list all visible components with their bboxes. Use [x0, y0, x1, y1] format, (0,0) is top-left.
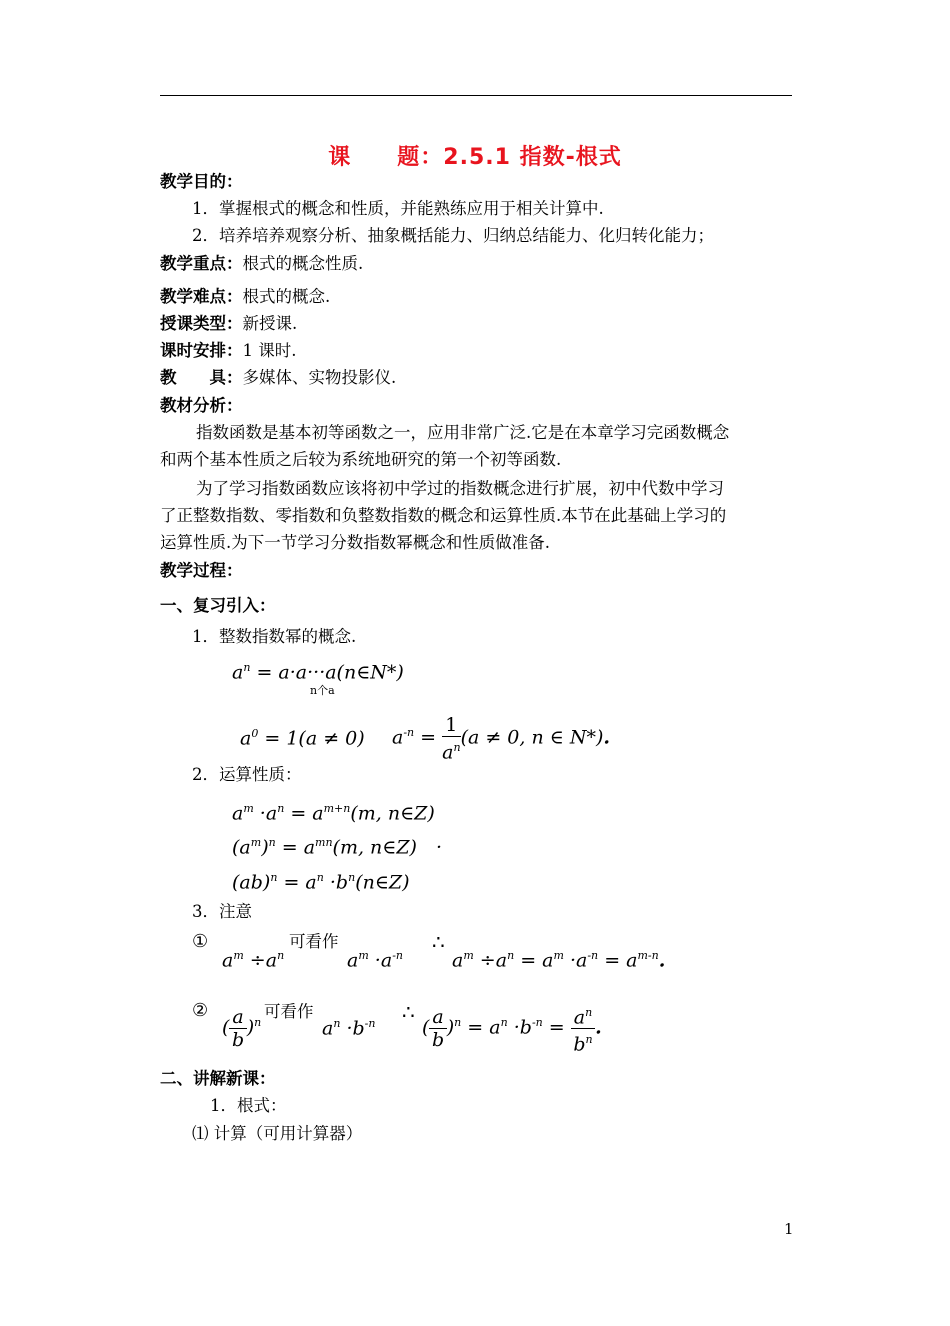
section1-item3: 3．注意 — [192, 902, 252, 921]
section2-sub1: ⑴ 计算（可用计算器） — [192, 1124, 363, 1143]
objective-item-1: 1．掌握根式的概念和性质，并能熟练应用于相关计算中. — [192, 199, 604, 218]
process-label: 教学过程： — [160, 561, 243, 580]
note1-marker: ① — [192, 931, 209, 952]
difficulty: 教学难点：根式的概念. — [160, 287, 331, 306]
section1-item2: 2．运算性质： — [192, 765, 302, 784]
formula-negative-exponent: $a^{-n}$ = $\frac{1}{a^n}$ (a ≠ 0, n ∈ N*). — [392, 713, 611, 763]
page-title: 课 题：2.5.1 指数-根式 — [328, 145, 622, 170]
header-rule — [160, 95, 792, 96]
analysis-line-2: 和两个基本性质之后较为系统地研究的第一个初等函数. — [160, 450, 562, 469]
formula-product-power-rule: $(ab)^n = a^n$ $\cdot b^n(n\in Z)$ — [232, 871, 410, 894]
note2-equivalent: $a^n \cdot b^{-n}$ — [322, 1017, 376, 1040]
analysis-line-5: 运算性质.为下一节学习分数指数幂概念和性质做准备. — [160, 533, 550, 552]
objectives-label: 教学目的： — [160, 172, 243, 191]
note1-expr: $a^m \div a^n$ — [222, 949, 285, 972]
formula-power-definition: $a^n$ = a·a···a(n∈N*) — [232, 661, 404, 684]
key-point: 教学重点：根式的概念性质. — [160, 254, 364, 273]
note1-equivalent: $a^m \cdot a^{-n}$ — [347, 949, 403, 972]
section2-heading: 二、讲解新课： — [160, 1069, 276, 1088]
analysis-line-1: 指数函数是基本初等函数之一，应用非常广泛.它是在本章学习完函数概念 — [196, 423, 730, 442]
note1-can-be-seen-as: 可看作 — [289, 932, 339, 951]
section1-item1: 1．整数指数幂的概念. — [192, 627, 357, 646]
formula-power-rule: $(a^m)^n = a^{mn}(m$, n∈Z) · — [232, 836, 443, 859]
note1-therefore: ∴ — [432, 930, 445, 954]
note2-marker: ② — [192, 1000, 209, 1021]
analysis-line-3: 为了学习指数函数应该将初中学过的指数概念进行扩展，初中代数中学习 — [196, 479, 724, 498]
note2-expr: ( $\frac{a}{b}$ )$^n$ — [222, 1005, 262, 1051]
hours: 课时安排：1 课时. — [160, 341, 297, 360]
tools: 教 具：多媒体、实物投影仪. — [160, 368, 397, 387]
formula-zero-exponent: $a^0 = 1(a \ne 0)$ — [240, 727, 365, 750]
lesson-type: 授课类型：新授课. — [160, 314, 298, 333]
page-number: 1 — [784, 1220, 794, 1238]
brace-label: n个a — [310, 684, 335, 697]
section1-heading: 一、复习引入： — [160, 596, 276, 615]
analysis-line-4: 了正整数指数、零指数和负整数指数的概念和运算性质.本节在此基础上学习的 — [160, 506, 727, 525]
note2-therefore: ∴ — [402, 1000, 415, 1024]
note1-result: $a^m \div a^n = a^m \cdot a^{-n} = a^{m-n}$. — [452, 949, 666, 972]
fraction-one-over-an: $\frac{1}{a^n}$ — [442, 713, 461, 763]
note2-result: ( $\frac{a}{b}$ )$^n = a^n \cdot b^{-n}$ = $\frac{a^n}{b^n}$ . — [422, 998, 602, 1055]
section2-item1: 1．根式： — [210, 1096, 287, 1115]
formula-product-rule: $a^m \cdot a^n = a^{m+n}(m$, n∈Z) — [232, 802, 435, 825]
objective-item-2: 2．培养培养观察分析、抽象概括能力、归纳总结能力、化归转化能力； — [192, 226, 714, 245]
analysis-label: 教材分析： — [160, 396, 243, 415]
note2-can-be-seen-as: 可看作 — [264, 1002, 314, 1021]
